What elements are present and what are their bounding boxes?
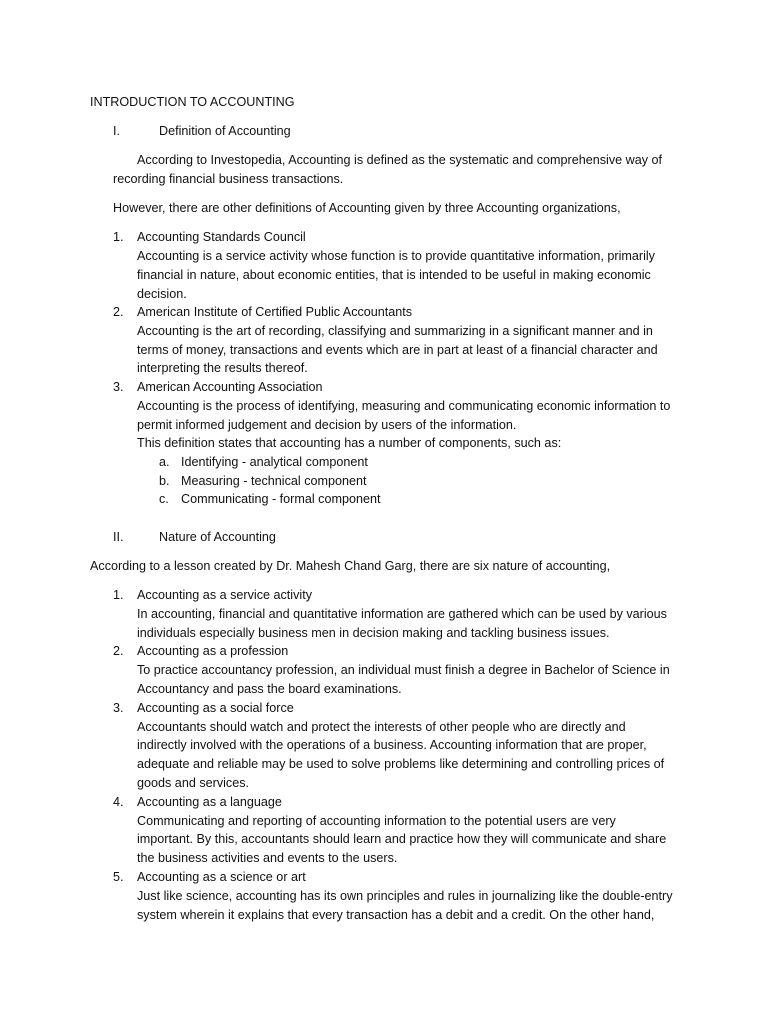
list-item-line: individuals especially business men in decision making and tackling business issues.: [137, 626, 610, 640]
sublist-letter: b.: [159, 474, 170, 488]
list-item-line: Accounting is a service activity whose function is to provide quantitative information, primarily: [137, 249, 655, 263]
list-item-line: adequate and reliable may be used to solve problems like determining and controlling prices of: [137, 757, 665, 771]
sublist-letter: a.: [159, 455, 170, 469]
list-item-line: the business activities and events to the users.: [137, 851, 398, 865]
list-number: 5.: [113, 870, 124, 884]
list-item-line: terms of money, transactions and events which are in part at least of a financial character and: [137, 343, 658, 357]
list-item-line: decision.: [137, 287, 187, 301]
list-item-line: This definition states that accounting has a number of components, such as:: [137, 436, 562, 450]
list-item-title: Accounting as a science or art: [137, 870, 306, 884]
paragraph-line: According to Investopedia, Accounting is defined as the systematic and comprehensive way of: [137, 153, 663, 167]
list-item-line: Just like science, accounting has its own principles and rules in journalizing like the double-entry: [137, 889, 673, 903]
document-title: INTRODUCTION TO ACCOUNTING: [90, 95, 295, 109]
list-item-line: goods and services.: [137, 776, 250, 790]
list-number: 2.: [113, 644, 124, 658]
sublist-letter: c.: [159, 492, 169, 506]
list-item-title: Accounting Standards Council: [137, 230, 306, 244]
list-number: 1.: [113, 588, 124, 602]
list-item-title: Accounting as a service activity: [137, 588, 312, 602]
list-item-line: Accountants should watch and protect the interests of other people who are directly and: [137, 720, 626, 734]
section-2-numeral: II.: [113, 530, 124, 544]
list-item-line: interpreting the results thereof.: [137, 361, 308, 375]
list-item-line: financial in nature, about economic entities, that is intended to be useful in making economic: [137, 268, 651, 282]
list-item-line: Accounting is the art of recording, classifying and summarizing in a significant manner and in: [137, 324, 653, 338]
list-item-title: American Institute of Certified Public Accountants: [137, 305, 413, 319]
list-item-line: important. By this, accountants should learn and practice how they will communicate and share: [137, 832, 667, 846]
list-item-line: Accounting is the process of identifying, measuring and communicating economic information to: [137, 399, 671, 413]
list-item-title: Accounting as a social force: [137, 701, 294, 715]
section-1-heading: Definition of Accounting: [159, 124, 291, 138]
list-item-line: To practice accountancy profession, an individual must finish a degree in Bachelor of Science in: [137, 663, 670, 677]
list-item-title: American Accounting Association: [137, 380, 323, 394]
list-item-line: indirectly involved with the operations of a business. Accounting information that are proper,: [137, 738, 647, 752]
section-2-heading: Nature of Accounting: [159, 530, 276, 544]
sublist-item: Measuring - technical component: [181, 474, 367, 488]
sublist-item: Identifying - analytical component: [181, 455, 368, 469]
list-item-line: permit informed judgement and decision by users of the information.: [137, 418, 517, 432]
list-item-line: Accountancy and pass the board examinations.: [137, 682, 402, 696]
paragraph: However, there are other definitions of Accounting given by three Accounting organizations,: [113, 201, 621, 215]
list-item-line: system wherein it explains that every transaction has a debit and a credit. On the other hand,: [137, 908, 655, 922]
paragraph-line: recording financial business transactions.: [113, 172, 344, 186]
list-number: 3.: [113, 701, 124, 715]
list-number: 3.: [113, 380, 124, 394]
section-1-numeral: I.: [113, 124, 120, 138]
list-number: 2.: [113, 305, 124, 319]
paragraph: According to a lesson created by Dr. Mahesh Chand Garg, there are six nature of accounting,: [90, 559, 611, 573]
list-number: 4.: [113, 795, 124, 809]
list-item-line: Communicating and reporting of accounting information to the potential users are very: [137, 814, 616, 828]
list-number: 1.: [113, 230, 124, 244]
sublist-item: Communicating - formal component: [181, 492, 381, 506]
list-item-title: Accounting as a language: [137, 795, 282, 809]
list-item-title: Accounting as a profession: [137, 644, 289, 658]
list-item-line: In accounting, financial and quantitative information are gathered which can be used by various: [137, 607, 667, 621]
